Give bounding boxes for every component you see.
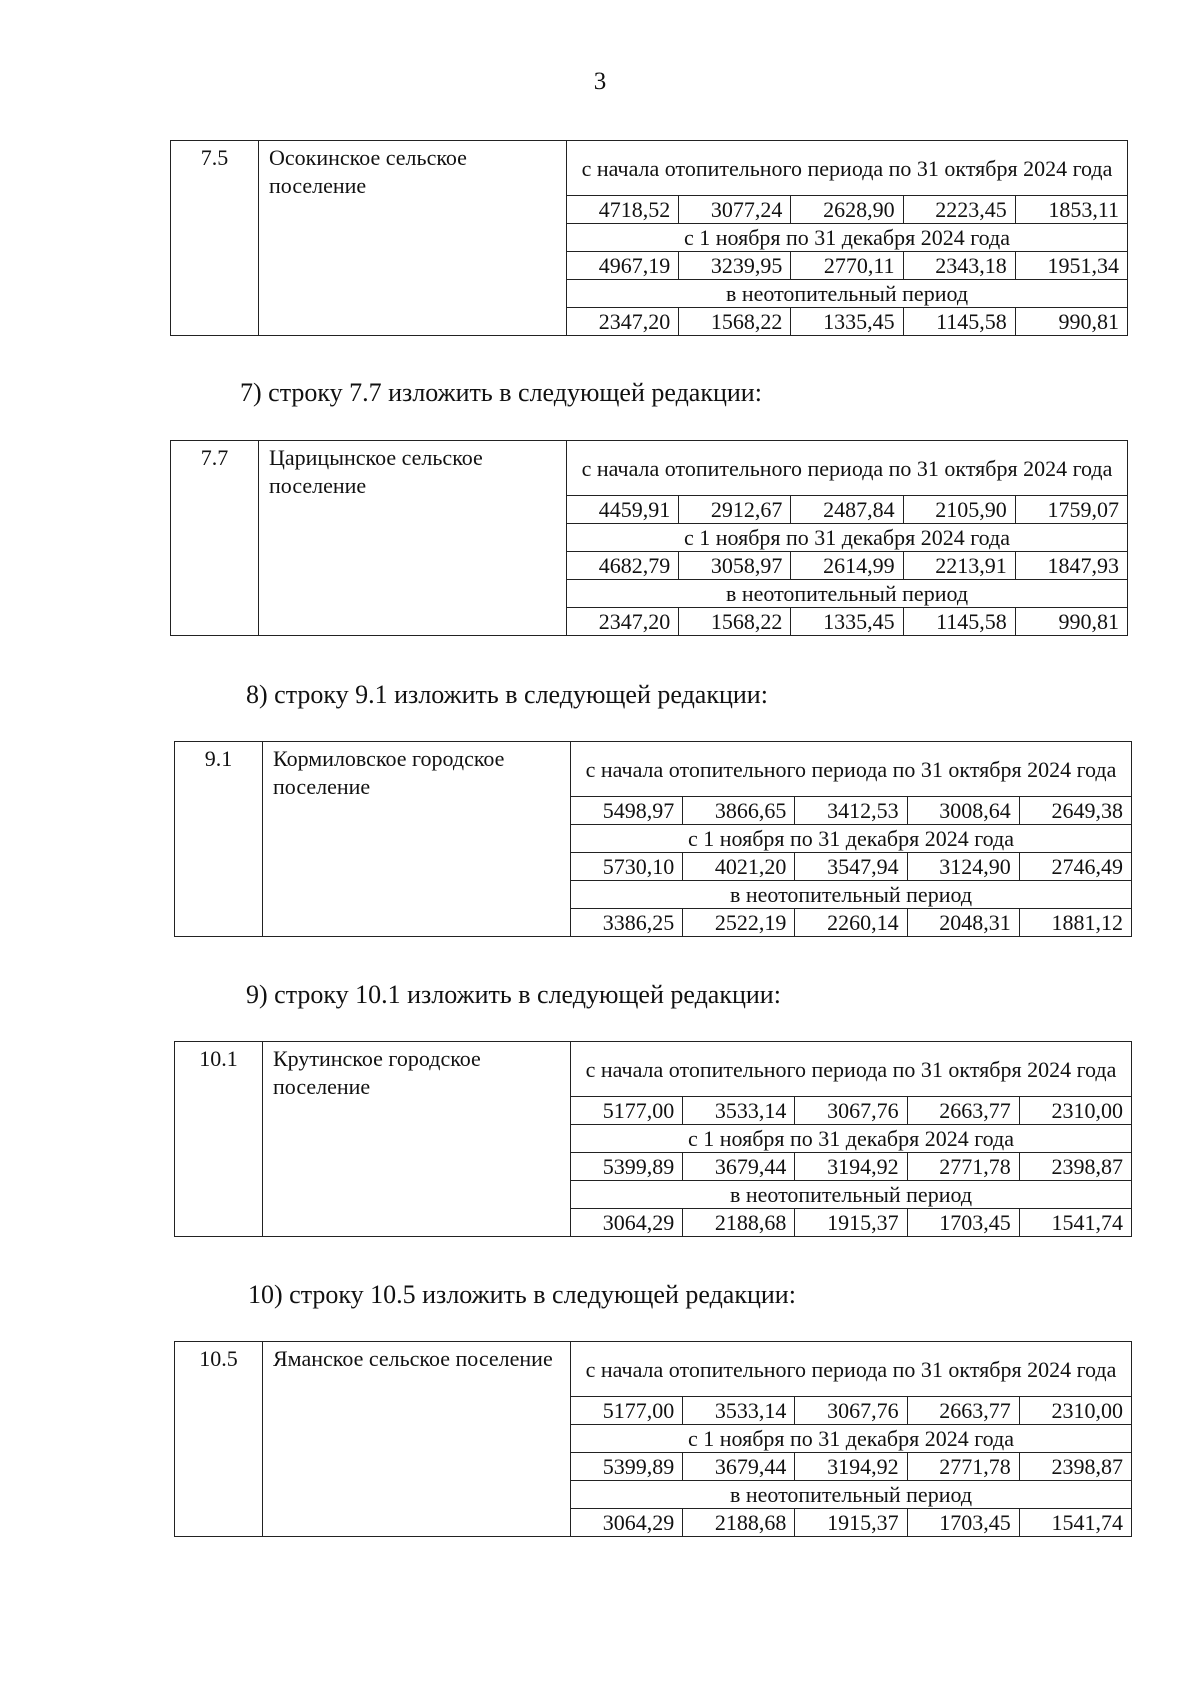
settlement-name: Яманское сельское поселение bbox=[263, 1342, 571, 1537]
tariff-value: 4718,52 bbox=[567, 196, 679, 224]
tariff-value: 3067,76 bbox=[795, 1397, 907, 1425]
tariff-value: 2614,99 bbox=[791, 552, 903, 580]
period-non-heating: в неотопительный период bbox=[567, 580, 1128, 608]
tariff-value: 4459,91 bbox=[567, 496, 679, 524]
tariff-value: 4967,19 bbox=[567, 252, 679, 280]
tariff-value: 4021,20 bbox=[683, 853, 795, 881]
tariff-value: 2663,77 bbox=[907, 1097, 1019, 1125]
tariff-value: 1847,93 bbox=[1015, 552, 1127, 580]
tariff-value: 2628,90 bbox=[791, 196, 903, 224]
tariff-value: 1568,22 bbox=[679, 308, 791, 336]
tariff-value: 1335,45 bbox=[791, 308, 903, 336]
period-heating-start: с начала отопительного периода по 31 октября 2024 года bbox=[567, 141, 1128, 196]
period-non-heating: в неотопительный период bbox=[571, 881, 1132, 909]
tariff-value: 2746,49 bbox=[1019, 853, 1131, 881]
period-non-heating: в неотопительный период bbox=[571, 1481, 1132, 1509]
tariff-value: 3194,92 bbox=[795, 1453, 907, 1481]
tariff-value: 3124,90 bbox=[907, 853, 1019, 881]
tariff-value: 2343,18 bbox=[903, 252, 1015, 280]
tariff-value: 1915,37 bbox=[795, 1509, 907, 1537]
tariff-value: 3194,92 bbox=[795, 1153, 907, 1181]
tariff-value: 5177,00 bbox=[571, 1097, 683, 1125]
tariff-table-7-5 bbox=[170, 140, 1128, 336]
period-heating-start: с начала отопительного периода по 31 октября 2024 года bbox=[571, 1042, 1132, 1097]
tariff-value: 3008,64 bbox=[907, 797, 1019, 825]
tariff-value: 2310,00 bbox=[1019, 1397, 1131, 1425]
tariff-value: 2487,84 bbox=[791, 496, 903, 524]
tariff-value: 2398,87 bbox=[1019, 1153, 1131, 1181]
tariff-value: 2771,78 bbox=[907, 1453, 1019, 1481]
tariff-value: 3077,24 bbox=[679, 196, 791, 224]
tariff-value: 1703,45 bbox=[907, 1509, 1019, 1537]
tariff-value: 1541,74 bbox=[1019, 1509, 1131, 1537]
tariff-value: 4682,79 bbox=[567, 552, 679, 580]
tariff-value: 1703,45 bbox=[907, 1209, 1019, 1237]
period-heating-start: с начала отопительного периода по 31 октября 2024 года bbox=[571, 1342, 1132, 1397]
tariff-value: 3064,29 bbox=[571, 1509, 683, 1537]
tariff-value: 2663,77 bbox=[907, 1397, 1019, 1425]
tariff-value: 3866,65 bbox=[683, 797, 795, 825]
tariff-value: 3067,76 bbox=[795, 1097, 907, 1125]
tariff-value: 2347,20 bbox=[567, 308, 679, 336]
tariff-value: 2398,87 bbox=[1019, 1453, 1131, 1481]
settlement-name: Крутинское городское поселение bbox=[263, 1042, 571, 1237]
tariff-value: 1541,74 bbox=[1019, 1209, 1131, 1237]
tariff-value: 5177,00 bbox=[571, 1397, 683, 1425]
tariff-value: 1881,12 bbox=[1019, 909, 1131, 937]
tariff-value: 2310,00 bbox=[1019, 1097, 1131, 1125]
period-heating-start: с начала отопительного периода по 31 октября 2024 года bbox=[571, 742, 1132, 797]
period-nov-dec: с 1 ноября по 31 декабря 2024 года bbox=[571, 1125, 1132, 1153]
tariff-value: 2188,68 bbox=[683, 1509, 795, 1537]
tariff-value: 2223,45 bbox=[903, 196, 1015, 224]
tariff-table-9-1 bbox=[174, 741, 1132, 937]
tariff-value: 3064,29 bbox=[571, 1209, 683, 1237]
row-code: 7.5 bbox=[171, 141, 259, 336]
tariff-value: 1759,07 bbox=[1015, 496, 1127, 524]
tariff-value: 3679,44 bbox=[683, 1153, 795, 1181]
tariff-value: 3679,44 bbox=[683, 1453, 795, 1481]
settlement-name: Кормиловское городское поселение bbox=[263, 742, 571, 937]
tariff-table-10-5 bbox=[174, 1341, 1132, 1537]
period-heating-start: с начала отопительного периода по 31 октября 2024 года bbox=[567, 441, 1128, 496]
period-nov-dec: с 1 ноября по 31 декабря 2024 года bbox=[571, 825, 1132, 853]
tariff-value: 3533,14 bbox=[683, 1397, 795, 1425]
tariff-value: 5730,10 bbox=[571, 853, 683, 881]
tariff-value: 2770,11 bbox=[791, 252, 903, 280]
tariff-value: 1568,22 bbox=[679, 608, 791, 636]
tariff-table-7-7 bbox=[170, 440, 1128, 636]
tariff-value: 2048,31 bbox=[907, 909, 1019, 937]
period-nov-dec: с 1 ноября по 31 декабря 2024 года bbox=[571, 1425, 1132, 1453]
tariff-value: 1145,58 bbox=[903, 308, 1015, 336]
tariff-value: 990,81 bbox=[1015, 308, 1127, 336]
period-nov-dec: с 1 ноября по 31 декабря 2024 года bbox=[567, 524, 1128, 552]
tariff-value: 1951,34 bbox=[1015, 252, 1127, 280]
page-number: 3 bbox=[593, 68, 607, 95]
tariff-value: 3547,94 bbox=[795, 853, 907, 881]
tariff-value: 3386,25 bbox=[571, 909, 683, 937]
tariff-value: 2522,19 bbox=[683, 909, 795, 937]
tariff-value: 1853,11 bbox=[1015, 196, 1127, 224]
tariff-value: 5399,89 bbox=[571, 1453, 683, 1481]
tariff-value: 3412,53 bbox=[795, 797, 907, 825]
tariff-value: 2771,78 bbox=[907, 1153, 1019, 1181]
instruction-10: 10) строку 10.5 изложить в следующей редакции: bbox=[248, 1280, 796, 1309]
instruction-9: 9) строку 10.1 изложить в следующей редакции: bbox=[246, 980, 781, 1009]
tariff-value: 3058,97 bbox=[679, 552, 791, 580]
tariff-value: 1915,37 bbox=[795, 1209, 907, 1237]
tariff-value: 2105,90 bbox=[903, 496, 1015, 524]
period-non-heating: в неотопительный период bbox=[571, 1181, 1132, 1209]
tariff-value: 2347,20 bbox=[567, 608, 679, 636]
tariff-value: 1335,45 bbox=[791, 608, 903, 636]
row-code: 10.5 bbox=[175, 1342, 263, 1537]
row-code: 7.7 bbox=[171, 441, 259, 636]
tariff-value: 2260,14 bbox=[795, 909, 907, 937]
tariff-value: 2213,91 bbox=[903, 552, 1015, 580]
tariff-table-10-1 bbox=[174, 1041, 1132, 1237]
settlement-name: Царицынское сельское поселение bbox=[259, 441, 567, 636]
tariff-value: 2649,38 bbox=[1019, 797, 1131, 825]
instruction-7: 7) строку 7.7 изложить в следующей редакции: bbox=[240, 378, 762, 407]
row-code: 10.1 bbox=[175, 1042, 263, 1237]
settlement-name: Осокинское сельское поселение bbox=[259, 141, 567, 336]
tariff-value: 5399,89 bbox=[571, 1153, 683, 1181]
tariff-value: 1145,58 bbox=[903, 608, 1015, 636]
tariff-value: 2912,67 bbox=[679, 496, 791, 524]
instruction-8: 8) строку 9.1 изложить в следующей редакции: bbox=[246, 680, 768, 709]
tariff-value: 3533,14 bbox=[683, 1097, 795, 1125]
tariff-value: 5498,97 bbox=[571, 797, 683, 825]
row-code: 9.1 bbox=[175, 742, 263, 937]
tariff-value: 2188,68 bbox=[683, 1209, 795, 1237]
period-nov-dec: с 1 ноября по 31 декабря 2024 года bbox=[567, 224, 1128, 252]
tariff-value: 990,81 bbox=[1015, 608, 1127, 636]
tariff-value: 3239,95 bbox=[679, 252, 791, 280]
period-non-heating: в неотопительный период bbox=[567, 280, 1128, 308]
